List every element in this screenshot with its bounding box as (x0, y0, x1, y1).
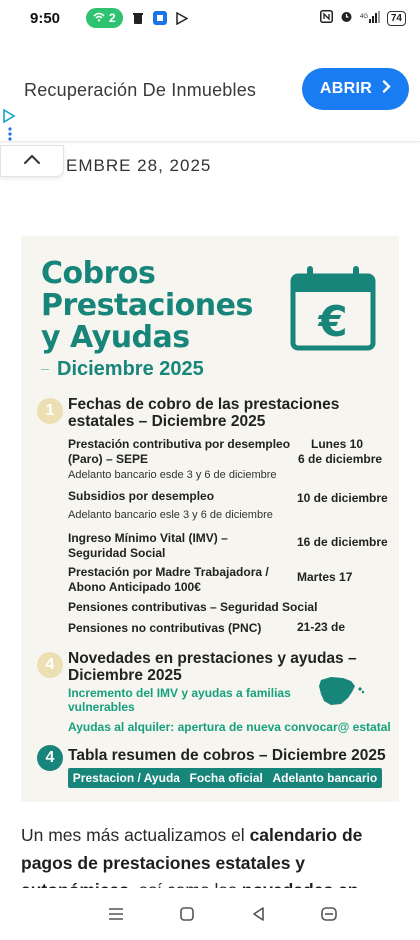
row-subsidios-label: Subsidios por desempleo (68, 489, 215, 503)
article-date: EMBRE 28, 2025 (66, 156, 212, 175)
row-paro-label (68, 437, 290, 467)
ad-choices-icon[interactable] (2, 108, 16, 142)
row-madre-value: Martes 17 (297, 570, 353, 584)
section-2-title (68, 650, 357, 684)
row-imv-label-1: Ingreso Mínimo Vital (IMV) – (68, 531, 228, 545)
infographic-subtitle: Diciembre 2025 (57, 358, 204, 380)
section-1-title (68, 396, 339, 430)
row-paro-label-1: Prestación contributiva por desempleo (68, 437, 291, 451)
infographic-image (21, 236, 399, 802)
table-col-fecha: Focha oficial (189, 771, 263, 785)
section-1-title-line-1: Fechas de cobro de las prestaciones (68, 396, 340, 413)
ad-banner[interactable] (0, 38, 420, 142)
section-2-title-line-1: Novedades en prestaciones y ayudas – (68, 650, 357, 667)
row-pensiones-contrib-label: Pensiones contributivas – Seguridad Social (68, 600, 318, 614)
hotspot-count: 2 (109, 11, 116, 25)
status-time: 9:50 (30, 9, 61, 27)
row-paro-value-2: 6 de diciembre (298, 452, 383, 466)
collapse-ad-button[interactable] (0, 145, 64, 177)
title-line-2: Prestaciones (41, 288, 253, 323)
table-col-prestacion: Prestacion / Ayuda (72, 771, 180, 785)
status-bar (0, 0, 420, 36)
novedad-imv-line-1: Incremento del IMV y ayudas a familias (68, 686, 291, 700)
section-3-title: Tabla resumen de cobros – Diciembre 2025 (68, 747, 386, 764)
nfc-icon (320, 10, 333, 26)
subtitle-dash (41, 369, 49, 370)
section-number-3: 4 (37, 745, 63, 771)
article-bold-1: calendario de pagos de prestaciones estatales y (21, 825, 363, 873)
row-pnc-value: 21-23 de (297, 620, 346, 634)
row-madre-label-2: Abono Anticipado 100€ (68, 580, 201, 594)
novedad-imv-line-2: vulnerables (68, 700, 135, 714)
recents-button[interactable] (101, 899, 131, 929)
row-imv-label (68, 531, 228, 561)
alarm-icon (340, 10, 353, 26)
euro-calendar-icon (289, 266, 377, 352)
svg-text:€: € (318, 297, 348, 346)
accessibility-button[interactable] (314, 899, 344, 929)
back-button[interactable] (243, 899, 273, 929)
ad-open-button[interactable] (302, 68, 409, 110)
row-madre-label (68, 565, 269, 595)
svg-text:4G: 4G (359, 13, 368, 20)
section-number-1: 1 (37, 398, 63, 424)
infographic-title (41, 258, 253, 354)
row-paro-label-2: (Paro) – SEPE (68, 452, 149, 466)
row-imv-label-2: Seguridad Social (68, 546, 166, 560)
row-subsidios-note: Adelanto bancario esle 3 y 6 de diciembre (68, 509, 273, 521)
novedad-imv (68, 686, 291, 714)
section-number-2: 4 (37, 652, 63, 678)
row-pnc-label: Pensiones no contributivas (PNC) (68, 621, 262, 635)
hotspot-badge (86, 8, 123, 28)
row-madre-label-1: Prestación por Madre Trabajadora / (68, 565, 269, 579)
app-store-icon (153, 11, 167, 25)
ad-open-label: ABRIR (319, 80, 373, 97)
article-text-1: Un mes más actualizamos el (21, 825, 250, 845)
ad-text[interactable]: Recuperación De Inmuebles (24, 80, 257, 100)
chevron-right-icon (382, 80, 391, 98)
hotspot-icon (93, 11, 105, 25)
section-1-title-line-2: estatales – Diciembre 2025 (68, 413, 266, 430)
section-2-title-line-2: Diciembre 2025 (68, 667, 182, 684)
title-line-3: y Ayudas (41, 320, 190, 355)
row-subsidios-value: 10 de diciembre (297, 491, 388, 505)
title-line-1: Cobros (41, 256, 156, 291)
summary-table-header (68, 768, 382, 788)
battery-indicator: 74 (387, 11, 406, 26)
coffee-icon (131, 11, 145, 25)
row-paro-note: Adelanto bancario esde 3 y 6 de diciembre (68, 469, 277, 481)
spain-map-icon (317, 674, 367, 708)
chevron-up-icon (23, 152, 41, 170)
novedad-alquiler: Ayudas al alquiler: apertura de nueva convocar@ estatal (68, 720, 391, 734)
system-nav-bar (0, 888, 420, 940)
table-col-adelanto: Adelanto bancario (272, 771, 378, 785)
home-button[interactable] (172, 899, 202, 929)
signal-icon (360, 11, 380, 26)
row-paro-value-1: Lunes 10 (311, 437, 364, 451)
play-store-icon (175, 11, 189, 25)
row-imv-value: 16 de diciembre (297, 535, 388, 549)
